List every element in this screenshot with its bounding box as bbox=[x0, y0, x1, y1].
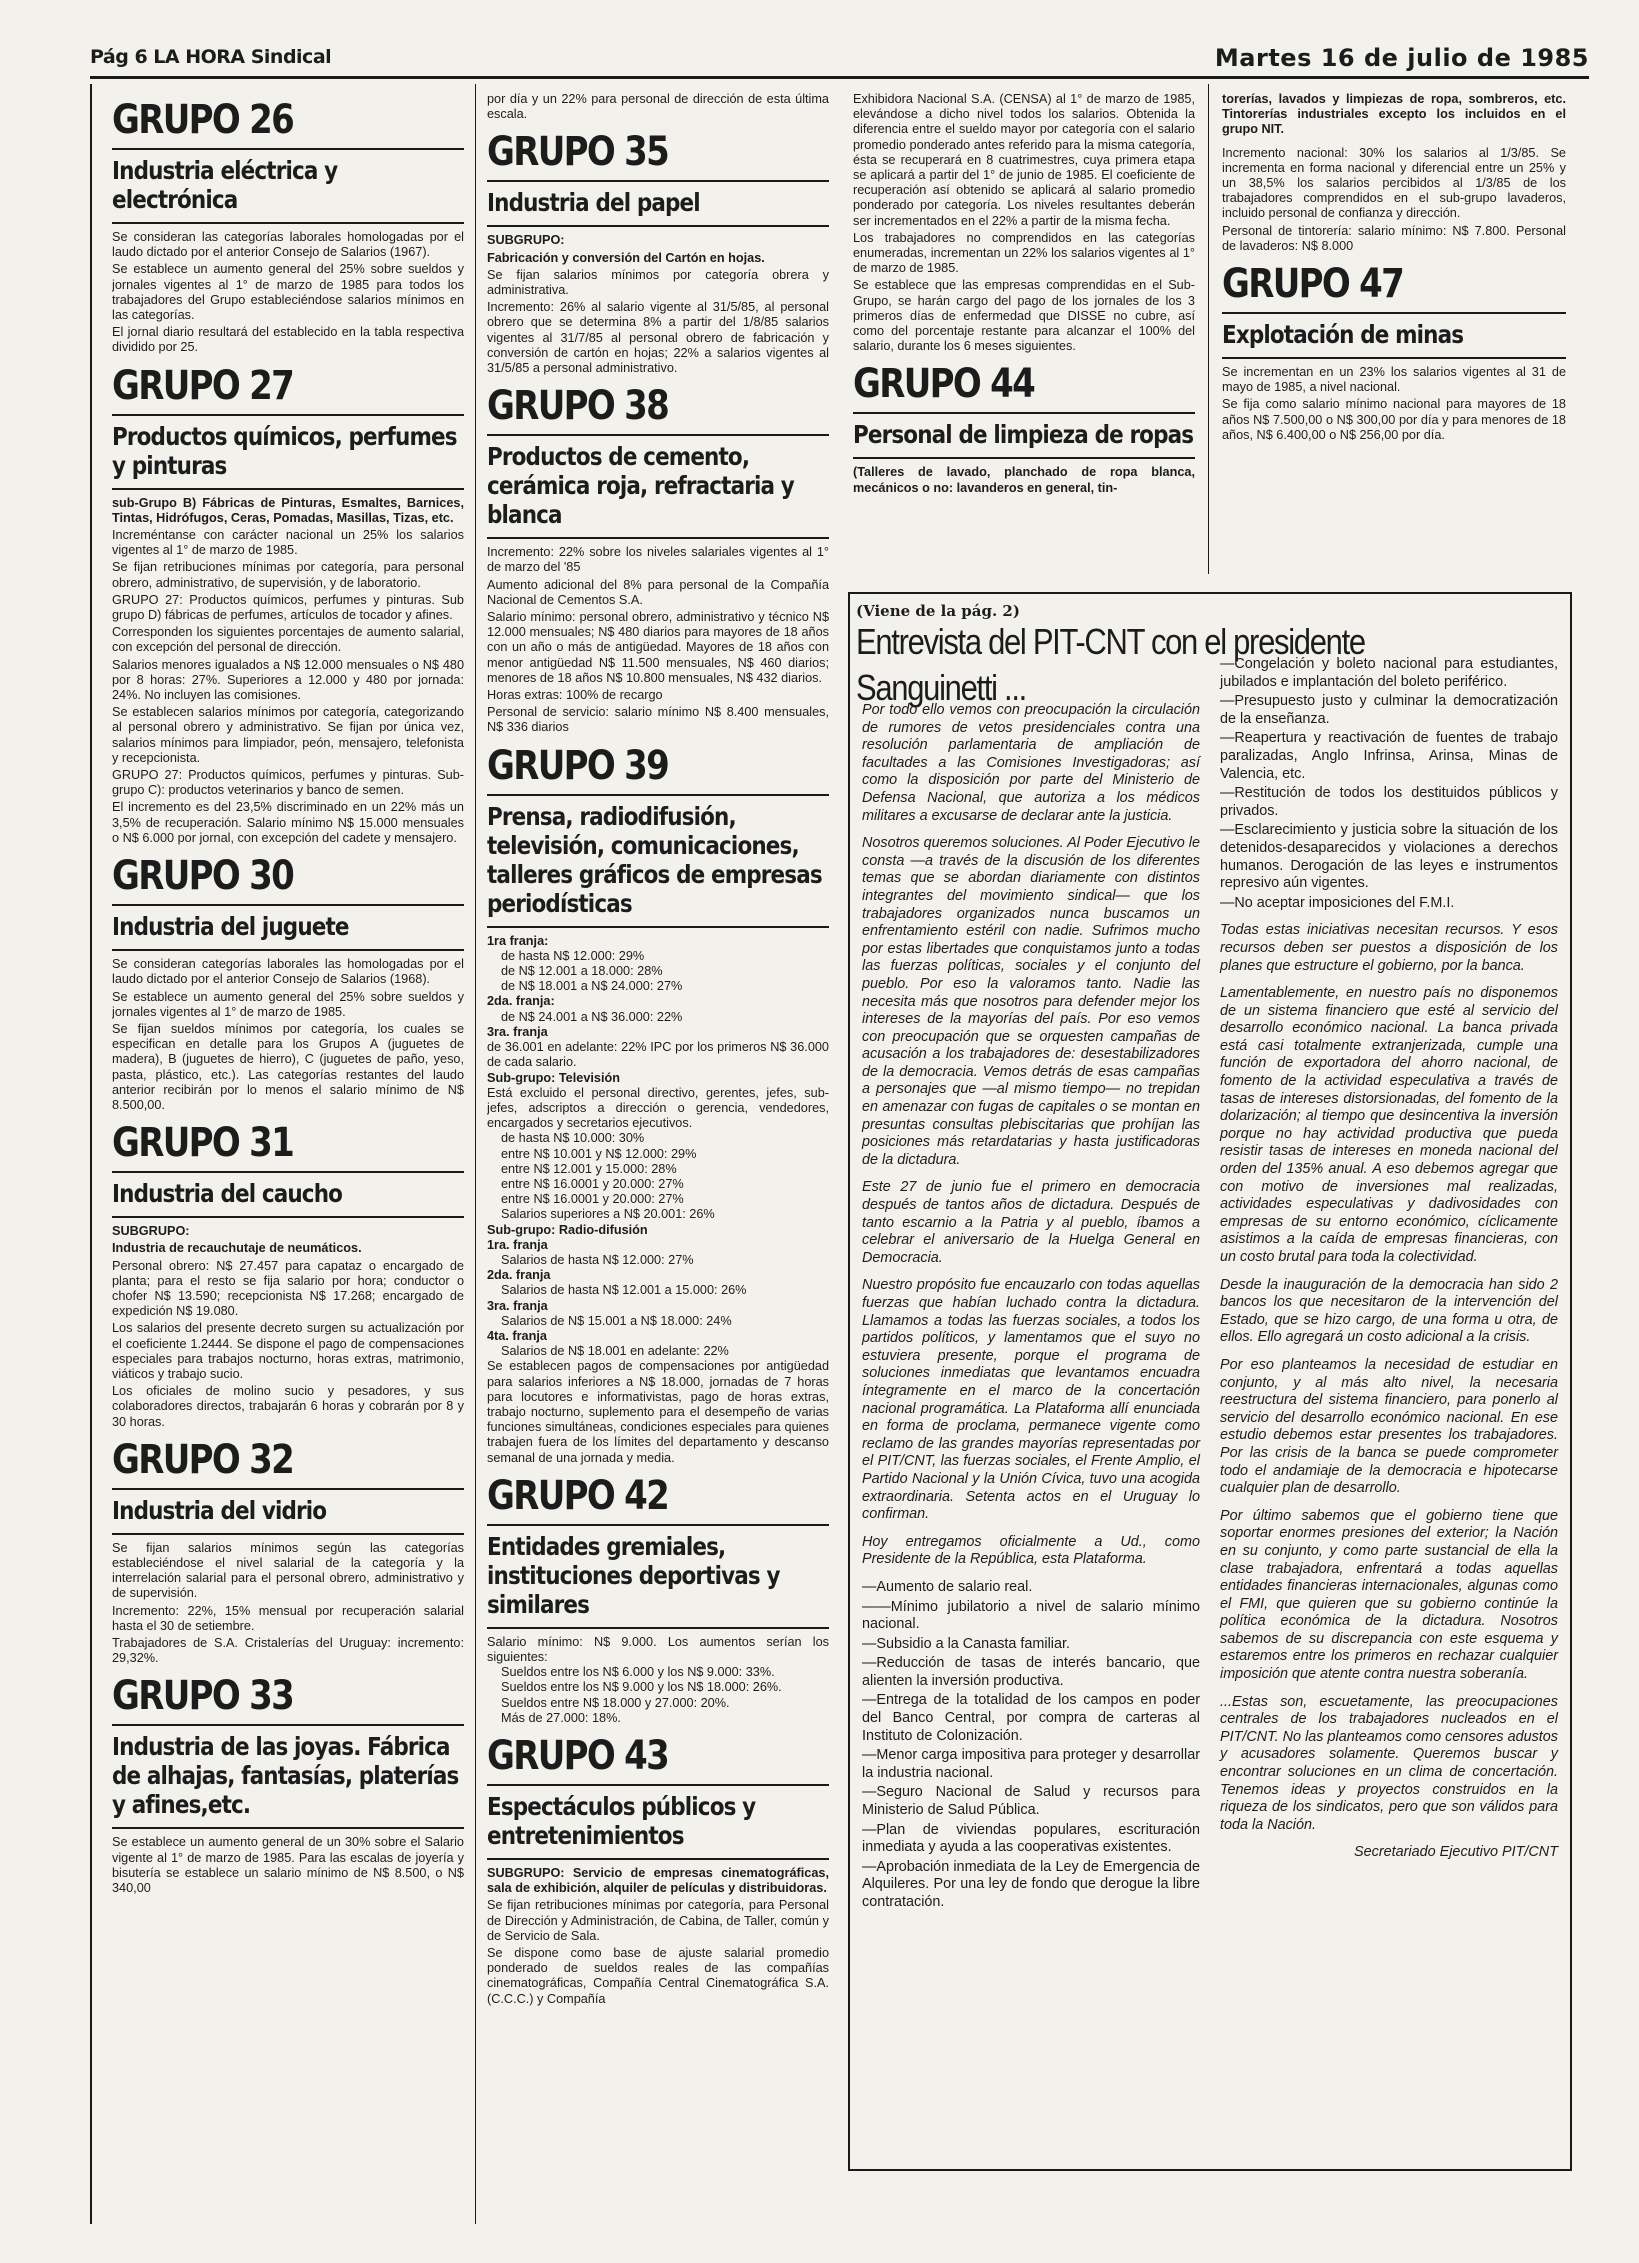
article-grupo-44 bbox=[853, 362, 1195, 495]
heading-grupo-35: GRUPO 35 bbox=[487, 129, 669, 176]
line-item: de hasta N$ 10.000: 30% bbox=[501, 1131, 645, 1146]
heading-grupo-38: GRUPO 38 bbox=[487, 383, 669, 430]
paragraph: Se fijan salarios mínimos por categoría obrera y administrativa. bbox=[487, 267, 829, 298]
demand-item: —Reducción de tasas de interés bancario, que alienten la inversión productiva. bbox=[862, 1655, 1200, 1689]
demand-item: —Entrega de la totalidad de los campos en poder del Banco Central, por compra de carteras al Instituto de Colonización. bbox=[862, 1692, 1200, 1744]
paragraph: Se establece que las empresas comprendidas en el Sub-Grupo, se harán cargo del pago de los jornales de los 3 primeros días de enfermedad que DISSE no cubre, así como del porcentaje restante para alcanzar el 100% del salario, durante los 6 meses siguientes. bbox=[853, 278, 1195, 354]
paragraph: SUBGRUPO: Servicio de empresas cinematográficas, sala de exhibición, alquiler de películas y distribuidoras. bbox=[487, 1866, 829, 1896]
rule bbox=[487, 1524, 829, 1526]
heading-grupo-43: GRUPO 43 bbox=[487, 1733, 669, 1779]
line-item: entre N$ 10.001 y N$ 12.000: 29% bbox=[501, 1146, 697, 1161]
subtitle-grupo-26: Industria eléctrica y electrónica bbox=[112, 156, 338, 214]
demand-item: —Congelación y boleto nacional para estudiantes, jubilados e implantación del boleto periférico. bbox=[1220, 656, 1558, 690]
paragraph: ...Estas son, escuetamente, las preocupaciones centrales de los trabajadores nucleados en el PIT/CNT. No las planteamos como censores adustos y acusadores solamente. Queremos buscar y encontrar soluciones en un clima de concertación. Tenemos ideas y proyectos construidos en la riqueza de los sindicatos, pero que son válidos para toda la Nación. bbox=[1220, 1693, 1558, 1833]
paragraph: Personal de tintorería: salario mínimo: N$ 7.800. Personal de lavaderos: N$ 8.000 bbox=[1222, 223, 1566, 253]
rule bbox=[112, 1488, 464, 1490]
subtitle-grupo-27: Productos químicos, perfumes y pinturas bbox=[112, 421, 457, 480]
heading-grupo-26: GRUPO 26 bbox=[112, 97, 294, 143]
article-grupo-43 bbox=[487, 1734, 829, 2007]
rule bbox=[112, 414, 464, 416]
column-1 bbox=[112, 90, 464, 2230]
paragraph: Exhibidora Nacional S.A. (CENSA) al 1° de marzo de 1985, elevándose a dicho nivel todos los salarios. Obtenida la diferencia entre el sueldo mayor por categoría con el salario promedio ponderado antes referido para la misma categoría, ésta se recuperará en 8 cuatrimestres, cuya primera etapa se aplicará a partir del 1° de junio de 1985. El coeficiente de recuperación así obtenido se aplicará al salario promedio ponderado por categoría. Los niveles resultantes deberán ser incrementados en el 22% a partir de la misma fecha. bbox=[853, 92, 1195, 228]
paragraph: Salarios menores igualados a N$ 12.000 mensuales o N$ 480 por 8 horas: 27%. Superiores a 12.000 y 480 por jornada: 24%. No incluyen las comisiones. bbox=[112, 657, 464, 703]
rule bbox=[112, 148, 464, 150]
paragraph: Hoy entregamos oficialmente a Ud., como Presidente de la República, esta Plataforma. bbox=[862, 1533, 1200, 1568]
paragraph: Incremento: 26% al salario vigente al 31/5/85, al personal obrero que se determina 8% a partir del 1/8/85 salarios vigentes al 31/7/85 al personal obrero de fabricación y conversión de cartón en hojas; 22% a salarios vigentes al 31/5/85 a personal administrativo. bbox=[487, 300, 829, 376]
line-item: Salarios de hasta N$ 12.001 a 15.000: 26% bbox=[501, 1283, 747, 1298]
line-item: 4ta. franja bbox=[487, 1328, 547, 1343]
line-item: Salarios de N$ 18.001 en adelante: 22% bbox=[501, 1344, 729, 1359]
masthead bbox=[90, 46, 1589, 79]
article-grupo-31 bbox=[112, 1121, 464, 1430]
heading-grupo-30: GRUPO 30 bbox=[112, 853, 294, 900]
article-grupo-39 bbox=[487, 744, 829, 1466]
rule bbox=[487, 926, 829, 928]
paragraph: Desde la inauguración de la democracia han sido 2 bancos los que necesitaron de la intervención del Estado, que se hizo cargo, de una forma u otra, de ellos. Ello agregará un costo adicional a la crisis. bbox=[1220, 1276, 1558, 1346]
line-item: 3ra. franja bbox=[487, 1298, 548, 1313]
paragraph: El incremento es del 23,5% discriminado en un 22% más un 3,5% de recuperación. Salario mínimo N$ 15.000 mensuales o N$ 6.000 por jornal, con excepción del cadete y mensajero. bbox=[112, 800, 464, 845]
paragraph: Se establece un aumento general del 25% sobre sueldos y jornales vigentes al 1° de marzo de 1985 para todos los trabajadores del Grupo estableciéndose salarios mínimos en las categorías. bbox=[112, 262, 464, 323]
line-item: de N$ 18.001 a N$ 24.000: 27% bbox=[501, 979, 683, 994]
line-item: de N$ 24.001 a N$ 36.000: 22% bbox=[501, 1009, 683, 1024]
paragraph: Personal obrero: N$ 27.457 para capataz o encargado de planta; para el resto se fija salario por hora; conductor o chofer N$ 13.590; recepcionista N$ 17.268; encargado de expedición N$ 19.080. bbox=[112, 1258, 464, 1319]
article-grupo-42 bbox=[487, 1474, 829, 1726]
paragraph: Se fijan retribuciones mínimas por categoría, para personal obrero, administrativo, de supervisión, y de laboratorio. bbox=[112, 560, 464, 590]
subtitle-grupo-30: Industria del juguete bbox=[112, 912, 349, 942]
article-grupo-35 bbox=[487, 130, 829, 376]
line-item: Sueldos entre los N$ 9.000 y los N$ 18.000: 26%. bbox=[501, 1680, 782, 1695]
line-item: de hasta N$ 12.000: 29% bbox=[501, 948, 645, 963]
rule bbox=[487, 180, 829, 182]
line-item: 2da. franja bbox=[487, 1268, 551, 1283]
rule bbox=[487, 225, 829, 227]
paragraph: Todas estas iniciativas necesitan recursos. Y esos recursos deben ser puestos a disposición de los planes que estructure el gobierno, por la banca. bbox=[1220, 922, 1558, 974]
rule bbox=[112, 488, 464, 490]
signature: Secretariado Ejecutivo PIT/CNT bbox=[1354, 1844, 1558, 1861]
demand-item: —Plan de viviendas populares, escrituración inmediata y ayuda a las cooperativas existentes. bbox=[862, 1821, 1200, 1856]
frame-left bbox=[90, 84, 92, 2224]
line-item: Está excluido el personal directivo, gerentes, jefes, sub-jefes, adscriptos a dirección o gerencia, vendedores, encargados y secretarios ejecutivos. bbox=[487, 1085, 829, 1131]
paragraph: Se establece un aumento general del 25% sobre sueldos y jornales vigentes al 1° de marzo de 1985. bbox=[112, 989, 464, 1019]
line-item: 2da. franja: bbox=[487, 994, 555, 1009]
rule bbox=[487, 794, 829, 796]
interview-headline-2: Sanguinetti ... bbox=[856, 667, 1026, 708]
rule bbox=[112, 222, 464, 224]
paragraph: Se consideran las categorías laborales homologadas por el laudo dictado por el anterior Consejo de Salarios (1967). bbox=[112, 230, 464, 260]
paragraph: Salario mínimo: personal obrero, administrativo y técnico N$ 12.000 mensuales; N$ 480 diarios para mayores de 18 años con un año o más de antigüedad. Mayores de 18 años con menor antigüedad N$ 11.500 mensuales, N$ 460 diarios; menores de 18 años N$ 10.800 mensuales, N$ 432 diarios. bbox=[487, 610, 829, 685]
paragraph: Se establecen salarios mínimos por categoría, categorizando al personal obrero y administrativo. Se fijan por única vez, salarios mínimos para limpiador, peón, mensajero, telefonista y recepcionista. bbox=[112, 705, 464, 765]
line-item: 1ra. franja bbox=[487, 1237, 548, 1252]
grupo-39-lines bbox=[487, 934, 829, 1466]
paragraph: Se fijan salarios mínimos según las categorías estableciéndose el nivel salarial de la categoría y la interrelación salarial para el personal obrero, administrativo y de supervisión. bbox=[112, 1540, 464, 1601]
column-3 bbox=[853, 92, 1195, 582]
line-item: entre N$ 16.0001 y 20.000: 27% bbox=[501, 1176, 684, 1191]
rule bbox=[112, 1533, 464, 1535]
interview-right-column bbox=[1220, 656, 1558, 1862]
article-grupo-47 bbox=[1222, 262, 1566, 443]
subtitle-grupo-42: Entidades gremiales, instituciones deportivas y similares bbox=[487, 1531, 780, 1619]
rule bbox=[487, 1784, 829, 1786]
paragraph: GRUPO 27: Productos químicos, perfumes y pinturas. Sub grupo D) fábricas de perfumes, artículos de tocador y afines. bbox=[112, 592, 464, 623]
demand-item: —Reapertura y reactivación de fuentes de trabajo paralizadas, Anglo Infrinsa, Arinsa, Minas de Valencia, etc. bbox=[1220, 730, 1558, 782]
subtitle-grupo-32: Industria del vidrio bbox=[112, 1495, 327, 1525]
paragraph: Se establece un aumento general de un 30% sobre el Salario vigente al 1° de marzo de 1985. Para las escalas de joyería y bisutería se establece un salario mínimo de N$ 8.500, o N$ 340,00 bbox=[112, 1835, 464, 1895]
rule bbox=[853, 412, 1195, 414]
subtitle-grupo-47: Explotación de minas bbox=[1222, 320, 1464, 350]
demand-item: —Menor carga impositiva para proteger y desarrollar la industria nacional. bbox=[862, 1747, 1200, 1781]
subtitle-grupo-44: Personal de limpieza de ropas bbox=[853, 420, 1194, 450]
demand-item: —Presupuesto justo y culminar la democratización de la enseñanza. bbox=[1220, 693, 1558, 727]
paragraph: Este 27 de junio fue el primero en democracia después de tantos años de dictadura. Después de tanto escarnio a la Patria y al pueblo, íbamos a celebrar el aniversario de la Huelga General en Democracia. bbox=[862, 1179, 1200, 1266]
column-divider-3 bbox=[1208, 84, 1209, 574]
grupo-42-lines bbox=[487, 1635, 829, 1726]
heading-grupo-33: GRUPO 33 bbox=[112, 1673, 294, 1720]
rule bbox=[112, 1216, 464, 1218]
heading-grupo-27: GRUPO 27 bbox=[112, 362, 294, 409]
subtitle-grupo-33: Industria de las joyas. Fábrica de alhajas, fantasías, platerías y afines,etc. bbox=[112, 1732, 459, 1820]
paragraph: Horas extras: 100% de recargo bbox=[487, 688, 663, 703]
demand-item: —Subsidio a la Canasta familiar. bbox=[862, 1635, 1070, 1652]
demand-item: ——Mínimo jubilatorio a nivel de salario mínimo nacional. bbox=[862, 1598, 1200, 1633]
subtitle-grupo-35: Industria del papel bbox=[487, 188, 700, 218]
paragraph: Nuestro propósito fue encauzarlo con todas aquellas fuerzas que habían luchado contra la dictadura. Llamamos a todas las fuerzas sociales, a todos los partidos políticos, y lamentamos que el suyo no estuviera presente, porque el programa de soluciones inmediatas que levantamos encuadra íntegramente en el marco de la concertación nacional programática. La Plataforma allí enunciada en forma de proclama, permanece vigente como reclamo de las grandes mayorías representadas por el PIT/CNT, las fuerzas sociales, el Frente Amplio, el Partido Nacional y la Unión Cívica, tuvo una acogida extraordinaria. Setenta actos en el Uruguay lo confirman. bbox=[862, 1277, 1200, 1523]
continued-from: (Viene de la pág. 2) bbox=[856, 602, 1020, 620]
interview-box bbox=[848, 592, 1572, 2171]
page-label: Pág 6 LA HORA Sindical bbox=[90, 46, 332, 68]
subtitle-grupo-38: Productos de cemento, cerámica roja, refractaria y blanca bbox=[487, 442, 794, 530]
demand-item: —Restitución de todos los destituidos públicos y privados. bbox=[1220, 785, 1558, 819]
paragraph: Industria de recauchutaje de neumáticos. bbox=[112, 1241, 362, 1256]
rule bbox=[1222, 312, 1566, 314]
paragraph: Los salarios del presente decreto surgen su actualización por el coeficiente 1.2444. Se dispone el pago de compensaciones especiales para trabajos nocturno, horas extras, matrimonio, viáticos y trabajo sucio. bbox=[112, 1321, 464, 1381]
issue-date: Martes 16 de julio de 1985 bbox=[1214, 44, 1589, 72]
paragraph: Por eso planteamos la necesidad de estudiar en conjunto, y al más alto nivel, la necesaria reestructura del sistema financiero, para ponerlo al servicio del desarrollo económico nacional. En ese estudio debemos estar presentes los trabajadores. Por las crisis de la banca se puede comprometer todo el andamiaje de la democracia e hipotecarse cualquier plan de desarrollo. bbox=[1220, 1356, 1558, 1497]
paragraph: sub-Grupo B) Fábricas de Pinturas, Esmaltes, Barnices, Tintas, Hidrófugos, Ceras, Pomadas, Masillas, Tizas, etc. bbox=[112, 495, 464, 525]
paragraph: Se fijan sueldos mínimos por categoría, los cuales se especifican en detalle para los Grupos A (juguetes de madera), B (juguetes de hierro), C (juguetes de paño, yeso, pasta, plástico, etc.). Las categorías restantes del laudo anterior recibirán por lo menos el salario mínimo de N$ 8.500,00. bbox=[112, 1021, 464, 1112]
article-grupo-33 bbox=[112, 1674, 464, 1896]
demands-list-left bbox=[862, 1579, 1200, 1912]
paragraph: Se incrementan en un 23% los salarios vigentes al 31 de mayo de 1985, a nivel nacional. bbox=[1222, 365, 1566, 395]
column-2 bbox=[487, 92, 829, 2232]
rule bbox=[112, 1827, 464, 1829]
paragraph: Se dispone como base de ajuste salarial promedio ponderado de sueldos reales de las compañías cinematográficas, Compañía Central Cinematográfica S.A. (C.C.C.) y Compañía bbox=[487, 1946, 829, 2006]
heading-grupo-39: GRUPO 39 bbox=[487, 742, 669, 789]
heading-grupo-42: GRUPO 42 bbox=[487, 1472, 669, 1519]
paragraph: SUBGRUPO: bbox=[112, 1224, 190, 1239]
rule bbox=[112, 1171, 464, 1173]
line-item: Sub-grupo: Televisión bbox=[487, 1070, 620, 1085]
rule bbox=[1222, 357, 1566, 359]
paragraph: Incremento nacional: 30% los salarios al 1/3/85. Se incrementa en forma nacional y diferencial entre un 25% y un 38,5% los salarios percibidos al 1/3/85 de los trabajadores comprendidos en el sub-grupo lavaderos, incluido personal de confianza y dirección. bbox=[1222, 145, 1566, 221]
interview-headline: Entrevista del PIT-CNT con el presidente bbox=[856, 621, 1365, 662]
paragraph: Nosotros queremos soluciones. Al Poder Ejecutivo le consta —a través de la discusión de los diferentes temas que se abordan diariamente con distintos integrantes del movimiento sindical— que los trabajadores organizados nunca buscamos un enfrentamiento estéril con nadie. Sufrimos mucho por estas libertades que conquistamos junto a todas las fuerzas políticas, sociales y el conjunto del pueblo. Por eso la valoramos tanto. Nadie las necesita más que nosotros para defender mejor los intereses de la mayorías del país. Por eso vemos con preocupación que se orquesten campañas de acusación a los trabajadores de: desestabilizadores de la democracia. Vemos detrás de esas campañas a personajes que —al mismo tiempo— no trepidan en amenazar con fugas de capitales o se montan en presuntas consultas plebiscitarias que prohíjan las posiciones más retardatarias y hasta justificadoras de la dictadura. bbox=[862, 835, 1200, 1168]
line-item: entre N$ 12.001 y 15.000: 28% bbox=[501, 1161, 677, 1176]
line-item: Salario mínimo: N$ 9.000. Los aumentos serían los siguientes: bbox=[487, 1634, 829, 1664]
line-item: de 36.001 en adelante: 22% IPC por los primeros N$ 36.000 de cada salario. bbox=[487, 1040, 829, 1070]
paragraph: Incremento: 22% sobre los niveles salariales vigentes al 1° de marzo del '85 bbox=[487, 545, 829, 575]
subtitle-grupo-43: Espectáculos públicos y entretenimientos bbox=[487, 1792, 756, 1850]
paragraph: Se consideran categorías laborales las homologadas por el laudo dictado por el anterior Consejo de Salarios (1968). bbox=[112, 957, 464, 987]
subtitle-grupo-31: Industria del caucho bbox=[112, 1179, 343, 1209]
paragraph: por día y un 22% para personal de dirección de esta última escala. bbox=[487, 92, 829, 122]
article-grupo-27 bbox=[112, 364, 464, 846]
paragraph: SUBGRUPO: bbox=[487, 233, 565, 248]
rule bbox=[487, 1627, 829, 1629]
line-item: Más de 27.000: 18%. bbox=[501, 1710, 621, 1725]
rule bbox=[487, 537, 829, 539]
line-item: Sueldos entre N$ 18.000 y 27.000: 20%. bbox=[501, 1695, 730, 1710]
paragraph: Lamentablemente, en nuestro país no disponemos de un sistema financiero que esté al servicio del desarrollo económico nacional. La banca privada está casi totalmente extranjerizada, cumple una función de exportadora del ahorro nacional, de fomento de la actividad especulativa a través de tasas de intereses distorsionadas, del fomento de la dolarización; al tiempo que desincentiva la inversión porque no hay actividad productiva que pueda resistir tasas de intereses en moneda nacional del orden del 135% anual. A eso debemos agregar que con motivo de inversiones mal realizadas, actividades especulativas y dadivosidades con empresas de su entorno económico, cíclicamente asistimos a la caída de empresas financieras, con un costo brutal para toda la colectividad. bbox=[1220, 985, 1558, 1265]
line-item: 1ra franja: bbox=[487, 933, 549, 948]
article-grupo-32 bbox=[112, 1438, 464, 1667]
paragraph: El jornal diario resultará del establecido en la tabla respectiva dividido por 25. bbox=[112, 325, 464, 355]
heading-grupo-47: GRUPO 47 bbox=[1222, 261, 1404, 308]
paragraph: Incremento: 22%, 15% mensual por recuperación salarial hasta el 30 de setiembre. bbox=[112, 1603, 464, 1633]
column-divider-1 bbox=[475, 84, 476, 2224]
article-grupo-26 bbox=[112, 98, 464, 356]
rule bbox=[853, 457, 1195, 459]
subtitle-grupo-39: Prensa, radiodifusión, televisión, comunicaciones, talleres gráficos de empresas periodísticas bbox=[487, 801, 822, 918]
paragraph: Los trabajadores no comprendidos en las categorías enumeradas, incrementan un 22% los salarios vigentes al 1° de marzo de 1985. bbox=[853, 230, 1195, 276]
demand-item: —Seguro Nacional de Salud y recursos para Ministerio de Salud Pública. bbox=[862, 1784, 1200, 1819]
heading-grupo-32: GRUPO 32 bbox=[112, 1436, 294, 1483]
heading-grupo-44: GRUPO 44 bbox=[853, 361, 1035, 408]
line-item: Salarios de N$ 15.001 a N$ 18.000: 24% bbox=[501, 1313, 732, 1328]
paragraph: Trabajadores de S.A. Cristalerías del Uruguay: incremento: 29,32%. bbox=[112, 1635, 464, 1666]
paragraph: Increméntanse con carácter nacional un 25% los salarios vigentes al 1° de marzo de 1985. bbox=[112, 528, 464, 558]
paragraph: Por último sabemos que el gobierno tiene que soportar enormes presiones del exterior; la Nación en su conjunto, y como parte sustancial de ella la clase trabajadora, enfrentará a todas aquellas entidades financieras internacionales, algunas como el FMI, que quieren que su gobierno continúe la política económica de la dictadura. Nosotros sabemos de su discrepancia con este esquema y estaremos entre los primeros en rechazar cualquier imposición que atente contra nuestra soberanía. bbox=[1220, 1507, 1558, 1683]
rule bbox=[487, 434, 829, 436]
rule bbox=[112, 904, 464, 906]
line-item: 3ra. franja bbox=[487, 1024, 548, 1039]
paragraph: Los oficiales de molino sucio y pesadores, y sus colaboradores directos, trabajarán 6 horas y cobrarán por 8 y 30 horas. bbox=[112, 1384, 464, 1429]
column-4 bbox=[1222, 92, 1566, 582]
paragraph: torerías, lavados y limpiezas de ropa, sombreros, etc. Tintorerías industriales excepto los incluidos en el grupo NIT. bbox=[1222, 92, 1566, 137]
line-item: entre N$ 16.0001 y 20.000: 27% bbox=[501, 1192, 684, 1207]
paragraph: Corresponden los siguientes porcentajes de aumento salarial, con excepción del personal de dirección. bbox=[112, 625, 464, 655]
demand-item: —Aprobación inmediata de la Ley de Emergencia de Alquileres. Por una ley de fondo que derogue la libre contratación. bbox=[862, 1858, 1200, 1910]
rule bbox=[487, 1858, 829, 1860]
paragraph: GRUPO 27: Productos químicos, perfumes y pinturas. Sub-grupo C): productos veterinarios y banco de semen. bbox=[112, 768, 464, 798]
line-item: Salarios de hasta N$ 12.000: 27% bbox=[501, 1252, 694, 1267]
paragraph: Fabricación y conversión del Cartón en hojas. bbox=[487, 250, 765, 265]
line-item: Sub-grupo: Radio-difusión bbox=[487, 1222, 648, 1237]
interview-left-column bbox=[862, 702, 1200, 1922]
paragraph: Por todo ello vemos con preocupación la circulación de rumores de vetos presidenciales contra una resolución parlamentaria de ampliación de facultades a las Comisiones Investigadoras; así como la disposición por parte del Ministerio de Defensa Nacional, que autoriza a los médicos militares a excusarse de declarar ante la justicia. bbox=[862, 702, 1200, 824]
paragraph: Personal de servicio: salario mínimo N$ 8.400 mensuales, N$ 336 diarios bbox=[487, 705, 829, 735]
line-item: Salarios superiores a N$ 20.001: 26% bbox=[501, 1207, 715, 1222]
paragraph: Se fija como salario mínimo nacional para mayores de 18 años N$ 7.500,00 o N$ 300,00 por día y para menores de 18 años, N$ 6.400,00 o N$ 256,00 por día. bbox=[1222, 397, 1566, 442]
line-item: Sueldos entre los N$ 6.000 y los N$ 9.000: 33%. bbox=[501, 1665, 775, 1680]
article-grupo-38 bbox=[487, 384, 829, 735]
line-item: Se establecen pagos de compensaciones por antigüedad para salarios inferiores a N$ 18.000, jornadas de 7 horas para locutores e informativistas, pago de horas extras, trabajo nocturno, suplemento para el desempeño de varias funciones simultáneas, condiciones especiales para quienes trabajen fuera de los límites del departamento y descanso semanal de una jornada y media. bbox=[487, 1359, 829, 1465]
paragraph: Aumento adicional del 8% para personal de la Compañía Nacional de Cementos S.A. bbox=[487, 577, 829, 607]
demand-item: —Aumento de salario real. bbox=[862, 1578, 1033, 1595]
paragraph: Se fijan retribuciones mínimas por categoría, para Personal de Dirección y Administración, de Cabina, de Taller, común y de Servicio de Sala. bbox=[487, 1898, 829, 1943]
demands-list-right bbox=[1220, 656, 1558, 912]
rule bbox=[112, 1724, 464, 1726]
rule bbox=[112, 949, 464, 951]
demand-item: —Esclarecimiento y justicia sobre la situación de los detenidos-desaparecidos y violaciones a derechos humanos. Derogación de las leyes e instrumentos represivo aún vigentes. bbox=[1220, 822, 1558, 892]
demand-item: —No aceptar imposiciones del F.M.I. bbox=[1220, 894, 1455, 911]
paragraph: (Talleres de lavado, planchado de ropa blanca, mecánicos o no: lavanderos en general, tin- bbox=[853, 465, 1195, 495]
heading-grupo-31: GRUPO 31 bbox=[112, 1120, 294, 1167]
line-item: de N$ 12.001 a 18.000: 28% bbox=[501, 964, 663, 979]
article-grupo-30 bbox=[112, 854, 464, 1113]
